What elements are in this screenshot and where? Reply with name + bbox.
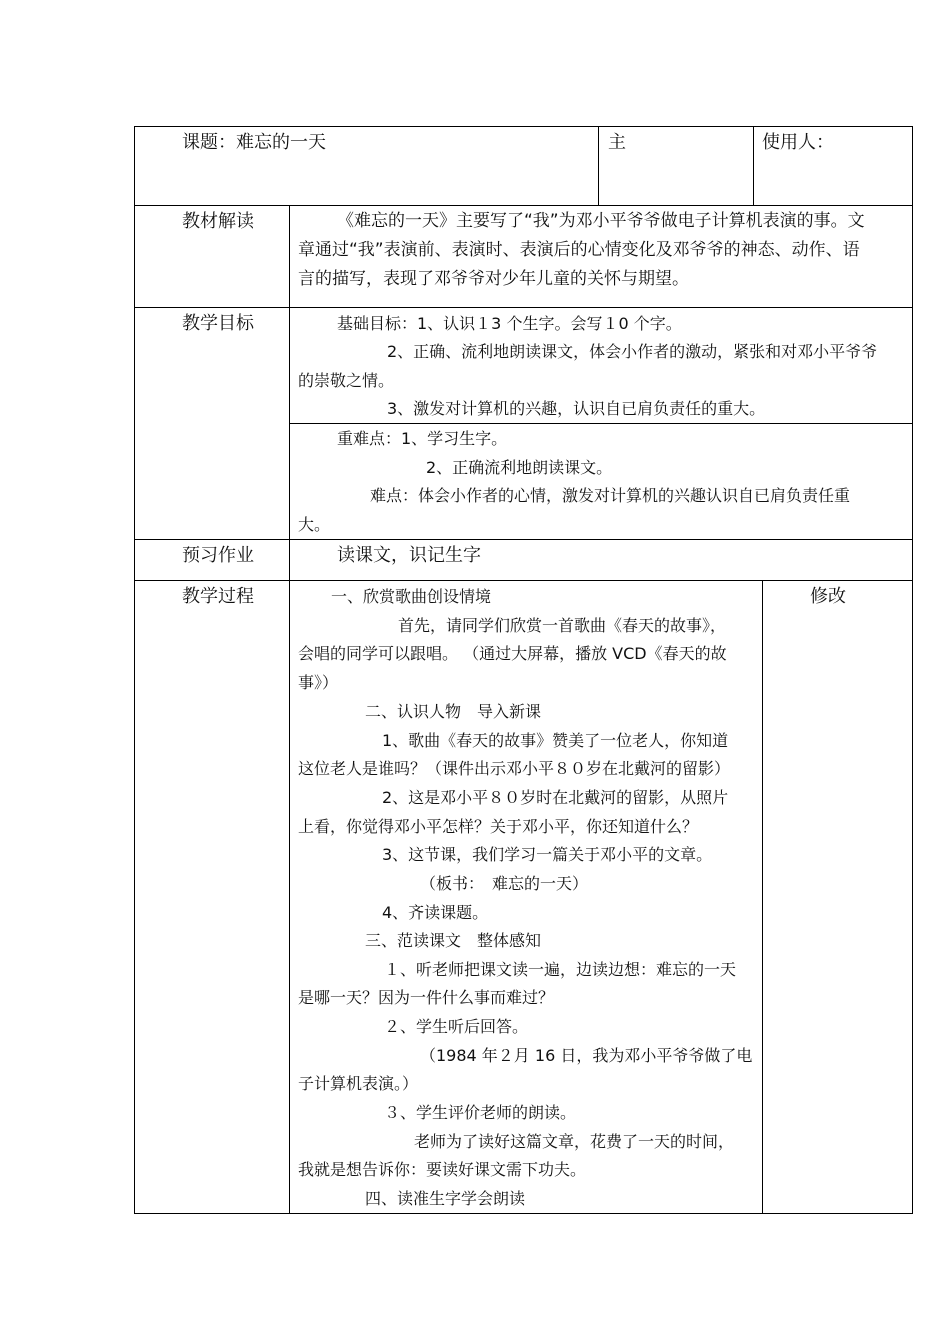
process-line: 事》） [298,673,339,692]
zhongnan-text-line: 难点：体会小作者的心情，激发对计算机的兴趣认识自已肩负责任重 [370,486,851,505]
mubiao-text-line: 基础目标：1、认识１3 个生字。会写１0 个字。 [337,314,682,333]
zhongnan-text-line: 大。 [298,515,331,534]
process-line: ３、学生评价老师的朗读。 [384,1103,577,1122]
yuxi-label: 预习作业 [182,545,254,566]
mubiao-text-line: 的崇敬之情。 [298,371,395,390]
process-line: 一、欣赏歌曲创设情境 [331,587,492,606]
process-line: 1、歌曲《春天的故事》赞美了一位老人，你知道 [382,731,729,750]
column-divider [762,580,763,1214]
zhu-label: 主 [608,132,626,153]
process-line: （板书： 难忘的一天） [420,874,589,893]
table-border-left [134,126,135,1214]
zhongnan-text-line: 2、正确流利地朗读课文。 [426,458,613,477]
process-line: 三、范读课文 整体感知 [365,931,542,950]
user-label: 使用人： [762,132,834,153]
process-line: 2、这是邓小平８０岁时在北戴河的留影，从照片 [382,788,729,807]
row-divider [134,307,913,308]
process-line: 上看，你觉得邓小平怎样？关于邓小平，你还知道什么？ [298,817,699,836]
column-divider [753,126,754,206]
process-line: 是哪一天？因为一件什么事而难过？ [298,988,555,1007]
row-divider [134,580,913,581]
jiaocai-text-line: 章通过“我”表演前、表演时、表演后的心情变化及邓爷爷的神态、动作、语 [298,240,860,260]
process-line: 我就是想告诉你：要读好课文需下功夫。 [298,1160,587,1179]
process-line: 这位老人是谁吗？（课件出示邓小平８０岁在北戴河的留影） [298,759,731,778]
jiaocai-text-line: 《难忘的一天》主要写了“我”为邓小平爷爷做电子计算机表演的事。文 [337,211,865,231]
yuxi-text: 读课文，识记生字 [337,545,481,566]
zhongnan-text-line: 重难点：1、学习生字。 [337,429,508,448]
jiaocai-text-line: 言的描写，表现了邓爷爷对少年儿童的关怀与期望。 [298,269,689,289]
process-line: （1984 年２月 16 日，我为邓小平爷爷做了电 [420,1046,753,1065]
process-line: 4、齐读课题。 [382,903,489,922]
process-line: 子计算机表演。） [298,1074,419,1093]
mubiao-text-line: 2、正确、流利地朗读课文，体会小作者的激动，紧张和对邓小平爷爷 [387,342,878,361]
row-divider [134,539,913,540]
process-line: 首先，请同学们欣赏一首歌曲《春天的故事》， [398,616,727,635]
table-border-bottom [134,1213,913,1214]
lesson-title: 课题：难忘的一天 [182,132,326,153]
process-line: １、听老师把课文读一遍，边读边想：难忘的一天 [384,960,737,979]
process-line: 二、认识人物 导入新课 [365,702,542,721]
mubiao-text-line: 3、激发对计算机的兴趣，认识自已肩负责任的重大。 [387,399,766,418]
process-line: 四、读准生字学会朗读 [365,1189,526,1208]
process-line: 老师为了读好这篇文章，花费了一天的时间， [414,1132,735,1151]
column-divider [598,126,599,206]
process-line: 会唱的同学可以跟唱。 （通过大屏幕，播放 VCD《春天的故 [298,644,727,663]
process-line: 3、这节课，我们学习一篇关于邓小平的文章。 [382,845,713,864]
revise-label: 修改 [810,586,846,607]
row-divider [134,205,913,206]
row-divider [289,423,913,424]
table-border-top [134,126,913,127]
column-divider [289,205,290,1214]
table-border-right [912,126,913,1214]
jiaocai-label: 教材解读 [182,211,254,232]
mubiao-label: 教学目标 [182,313,254,334]
process-line: ２、学生听后回答。 [384,1017,529,1036]
guocheng-label: 教学过程 [182,586,254,607]
